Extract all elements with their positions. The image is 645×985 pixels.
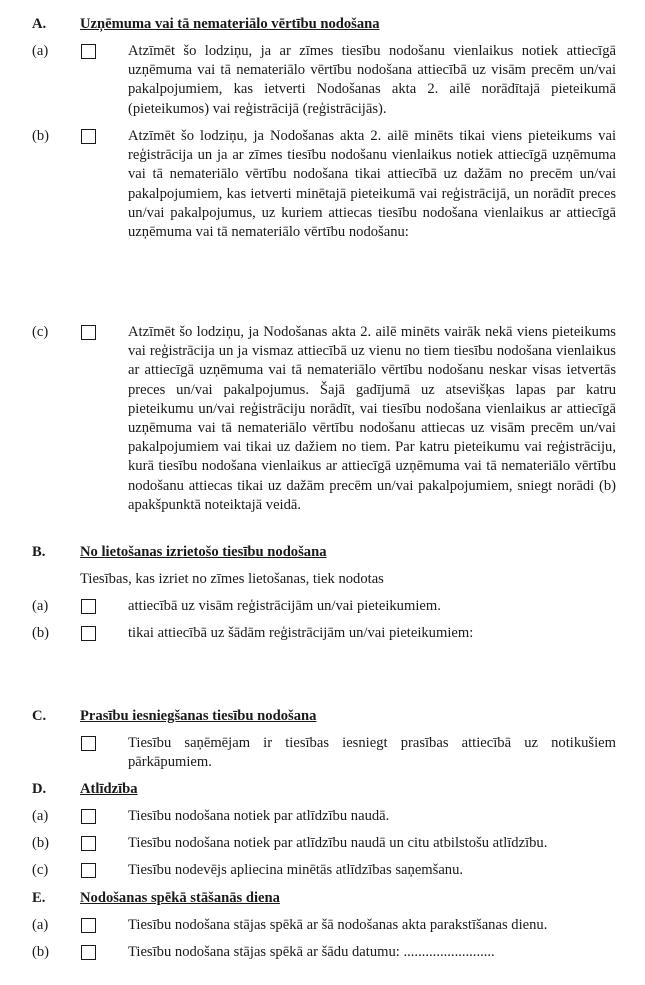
section-e-letter: E. (32, 890, 46, 906)
section-a-item-b-label: (b) (32, 128, 50, 144)
section-e-item-a-label: (a) (32, 917, 49, 933)
section-a-item-a-text: Atzīmēt šo lodziņu, ja ar zīmes tiesību nodošanu vienlaikus notiek attiecīgā uzņēmuma vai tā nemateriālo vērtību nodošana attiecībā uz visām precēm un/vai pakalpojumiem, kas ietverti Nodošanas akta 2. ailē norādītajā pieteikumā (pieteikumos) vai reģistrācijā (reģistrācijās). (128, 43, 616, 117)
section-b-letter: B. (32, 544, 46, 560)
section-a-item-c-label: (c) (32, 324, 49, 340)
section-d-item-c-checkbox[interactable] (81, 863, 96, 878)
section-a-item-c-checkbox[interactable] (81, 325, 96, 340)
section-c-title: Prasību iesniegšanas tiesību nodošana (80, 708, 317, 724)
section-e-item-b-label: (b) (32, 944, 50, 960)
section-c-checkbox[interactable] (81, 736, 96, 751)
section-b-intro: Tiesības, kas izriet no zīmes lietošanas, tiek nodotas (80, 571, 384, 587)
section-d-item-c-text: Tiesību nodevējs apliecina minētās atlīdzības saņemšanu. (128, 862, 464, 878)
section-d-item-a-text: Tiesību nodošana notiek par atlīdzību naudā. (128, 808, 390, 824)
section-c-text: Tiesību saņēmējam ir tiesības iesniegt prasības attiecībā uz notikušiem pārkāpumiem. (128, 735, 616, 771)
section-e-item-a-text: Tiesību nodošana stājas spēkā ar šā nodošanas akta parakstīšanas dienu. (128, 917, 548, 933)
section-b-item-a-checkbox[interactable] (81, 599, 96, 614)
section-b-title: No lietošanas izrietošo tiesību nodošana (80, 544, 327, 560)
section-a-item-c-text: Atzīmēt šo lodziņu, ja Nodošanas akta 2. ailē minēts vairāk nekā viens pieteikums vai reģistrācija un ja vismaz attiecībā uz vienu no tiem tiesību nodošana vienlaikus ar attiecīgā uzņēmuma vai tā nemateriālo vērtību nodošanu neskar visas ietvertās preces un/vai pakalpojumus. Šajā gadījumā uz atsevišķas lapas par katru pieteikumu un/vai reģistrāciju norādīt, vai tiesību nodošana vienlaikus ar attiecīgā uzņēmuma vai tā nemateriālo vērtību nodošanu attiecas uz visām precēm un/vai pakalpojumiem vai tikai uz dažiem no tiem. Par katru pieteikumu vai reģistrāciju, kurā tiesību nodošana vienlaikus ar attiecīgā uzņēmuma vai tā nemateriālo vērtību nodošanu attiecas tikai uz dažām precēm un/vai pakalpojumiem, sniegt norādi (b) apakšpunktā noteiktajā veidā. (128, 324, 616, 513)
section-b-item-a-label: (a) (32, 598, 49, 614)
section-a-title: Uzņēmuma vai tā nemateriālo vērtību nodošana (80, 16, 380, 32)
section-d-item-c-label: (c) (32, 862, 49, 878)
section-d-item-b-text: Tiesību nodošana notiek par atlīdzību naudā un citu atbilstošu atlīdzību. (128, 835, 548, 851)
section-e-item-b-text: Tiesību nodošana stājas spēkā ar šādu datumu: ......................... (128, 944, 495, 960)
section-d-letter: D. (32, 781, 47, 797)
section-a-letter: A. (32, 16, 47, 32)
section-e-title: Nodošanas spēkā stāšanās diena (80, 890, 280, 906)
section-e-item-b-checkbox[interactable] (81, 945, 96, 960)
section-b-item-b-checkbox[interactable] (81, 626, 96, 641)
section-b-item-a-text: attiecībā uz visām reģistrācijām un/vai pieteikumiem. (128, 598, 441, 614)
section-d-item-b-checkbox[interactable] (81, 836, 96, 851)
section-a-item-a-label: (a) (32, 43, 49, 59)
section-a-item-b-checkbox[interactable] (81, 129, 96, 144)
section-d-title: Atlīdzība (80, 781, 138, 797)
section-e-item-a-checkbox[interactable] (81, 918, 96, 933)
section-d-item-a-label: (a) (32, 808, 49, 824)
section-a-item-a-checkbox[interactable] (81, 44, 96, 59)
section-d-item-b-label: (b) (32, 835, 50, 851)
section-a-item-b-text: Atzīmēt šo lodziņu, ja Nodošanas akta 2. ailē minēts tikai viens pieteikums vai reģistrācija un ja ar zīmes tiesību nodošanu vienlaikus notiek attiecīgā uzņēmuma vai tā nemateriālo vērtību nodošana tikai attiecībā uz dažām no precēm un/vai pakalpojumiem, kas ietverti minētajā pieteikumā vai reģistrācijā, un norādīt preces un/vai pakalpojumus, uz kuriem attiecas tiesību nodošana vienlaikus ar attiecīgā uzņēmuma vai tā nemateriālo vērtību nodošanu: (128, 128, 616, 241)
section-b-item-b-text: tikai attiecībā uz šādām reģistrācijām un/vai pieteikumiem: (128, 625, 474, 641)
section-b-item-b-label: (b) (32, 625, 50, 641)
section-d-item-a-checkbox[interactable] (81, 809, 96, 824)
section-c-letter: C. (32, 708, 47, 724)
